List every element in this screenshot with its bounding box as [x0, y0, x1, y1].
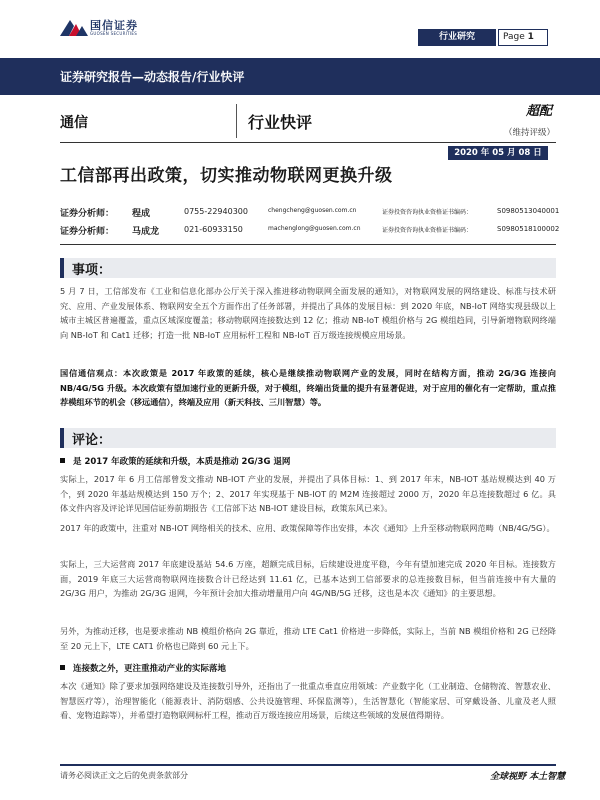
comment-paragraph: 2017 年的政策中，注重对 NB-IOT 网络相关的技术、应用、政策保障等作出安排，本次《通知》上升至移动物联网范畴（NB/4G/5G）。 — [60, 523, 555, 533]
divider — [236, 104, 237, 138]
analyst-phone: 0755-22940300 — [184, 207, 248, 216]
analyst-name: 程成 — [132, 209, 151, 219]
divider — [60, 244, 556, 245]
analyst-cert-number: S0980513040001 — [497, 207, 560, 215]
logo-subtitle: GUOSEN SECURITIES — [90, 31, 138, 36]
report-date: 2020 年 05 月 08 日 — [448, 146, 548, 160]
disclaimer-note: 请务必阅读正文之后的免责条款部分 — [60, 771, 188, 780]
rating: 超配 — [526, 104, 553, 119]
report-type: 行业快评 — [248, 113, 313, 132]
analyst-phone: 021-60933150 — [184, 225, 243, 234]
analyst-cert-number: S0980518100002 — [497, 225, 560, 233]
events-section-header — [60, 258, 556, 278]
analyst-row — [60, 206, 560, 220]
analyst-email[interactable]: machenglong@guosen.com.cn — [268, 225, 361, 232]
page-indicator — [498, 29, 548, 46]
logo-text: 国信证券 — [90, 19, 138, 32]
report-category: 证券研究报告—动态报告/行业快评 — [60, 70, 245, 84]
analyst-row — [60, 224, 560, 238]
page-title: 工信部再出政策，切实推动物联网更换升级 — [60, 166, 393, 186]
analyst-cert-label: 证券投资咨询执业资格证书编码： — [382, 209, 473, 216]
divider — [60, 142, 556, 143]
comments-section-title: 评论： — [72, 433, 112, 448]
bullet-heading — [60, 662, 556, 674]
bullet-square-icon — [60, 665, 65, 670]
comment-paragraph: 另外，为推动迁移，也是要求推动 NB 模组价格向 2G 靠近，推动 LTE Cat1 价格进一步降低，实际上，当前 NB 模组价格和 2G 已经降至 20 元上下，LTE CAT1 价格也已降到 60 元上下。 — [60, 626, 556, 651]
sector-label: 通信 — [60, 115, 88, 131]
comment-paragraph: 本次《通知》除了要求加强网络建设及连接数引导外，还指出了一批重点垂直应用领域：产业数字化（工业制造、仓储物流、智慧农业、智慧医疗等），治理智能化（能源表计、消防烟感、公共设施管理、环保监测等），生活智慧化（智能家居、可穿戴设备、儿童及老人照看、宠物追踪等），并希望打造物联网标杆工程，推动百万级连接应用场景，后续这些领域的发展值得期待。 — [60, 681, 556, 721]
industry-research-tag: 行业研究 — [418, 29, 496, 46]
analyst-role: 证券分析师： — [60, 227, 115, 237]
comments-section-header — [60, 428, 556, 448]
rating-note: （维持评级） — [504, 128, 556, 138]
footer-divider — [60, 764, 556, 766]
analyst-email[interactable]: chengcheng@guosen.com.cn — [268, 207, 357, 214]
page-label: Page — [503, 32, 525, 42]
bullet-heading-text: 连接数之外，更注重推动产业的实际落地 — [73, 664, 227, 674]
guosen-logo-icon — [60, 18, 88, 36]
comment-paragraph: 实际上，三大运营商 2017 年底建设基站 54.6 万座，超额完成目标，后续建设进度平稳，今年有望加速完成 2020 年目标。连接数方面，2019 年底三大运营商物联网连接数合计已经达到 11.61 亿，已基本达到工信部要求的总连接数目标，但当前连接中有大量的 2G/3G 用户，为推动 2G/3G 退网，今年预计会加大推动增量用户向 4G/NB/5G 迁移，这也是本次《通知》的主要思想。 — [60, 559, 556, 599]
analyst-cert-label: 证券投资咨询执业资格证书编码： — [382, 227, 473, 234]
analyst-role: 证券分析师： — [60, 209, 115, 219]
events-section-title: 事项： — [72, 263, 112, 278]
bullet-heading — [60, 455, 556, 467]
bullet-square-icon — [60, 458, 65, 463]
analyst-name: 马成龙 — [132, 227, 160, 237]
footer-slogan: 全球视野 本土智慧 — [490, 772, 566, 782]
events-paragraph: 5 月 7 日，工信部发布《工业和信息化部办公厅关于深入推进移动物联网全面发展的通知》，对物联网发展的网络建设、标准与技术研究、应用、产业发展体系、物联网安全五个方面作出了任务部署，并提出了具体的发展目标：到 2020 年底，NB-IoT 网络实现县级以上城市主城区普遍覆盖，重点区域深度覆盖；移动物联网连接数达到 12 亿；推动 NB-IoT 模组价格与 2G 模组趋同，引导新增物联网终端向 NB-IoT 和 Cat1 迁移；打造一批 NB-IoT 应用标杆工程和 NB-IoT 百万级连接规模应用场景。 — [60, 286, 556, 340]
guosen-view-paragraph: 国信通信观点：本次政策是 2017 年政策的延续，核心是继续推动物联网产业的发展，同时在结构方面，推动 2G/3G 连接向 NB/4G/5G 升级。本次政策有望加速行业的更新升级，对于模组，终端出货量的提升有显著促进，对于应用的催化有一定帮助，重点推荐模组环节的机会（移远通信），终端及应用（新天科技、三川智慧）等。 — [60, 368, 556, 408]
page-number: 1 — [527, 32, 534, 42]
bullet-heading-text: 是 2017 年政策的延续和升级，本质是推动 2G/3G 退网 — [73, 457, 291, 467]
comment-paragraph: 实际上，2017 年 6 月工信部曾发文推动 NB-IOT 产业的发展，并提出了具体目标：1、到 2017 年末，NB-IOT 基站规模达到 40 万个，到 2020 年基站规模达到 150 万个；2、2017 年实现基于 NB-IOT 的 M2M 连接超过 2000 万，2020 年总连接数超过 6 亿。具体文件内容及评论详见国信证券前期报告《工信部下达 NB-IOT 建设目标，政策东风已来》。 — [60, 474, 556, 514]
